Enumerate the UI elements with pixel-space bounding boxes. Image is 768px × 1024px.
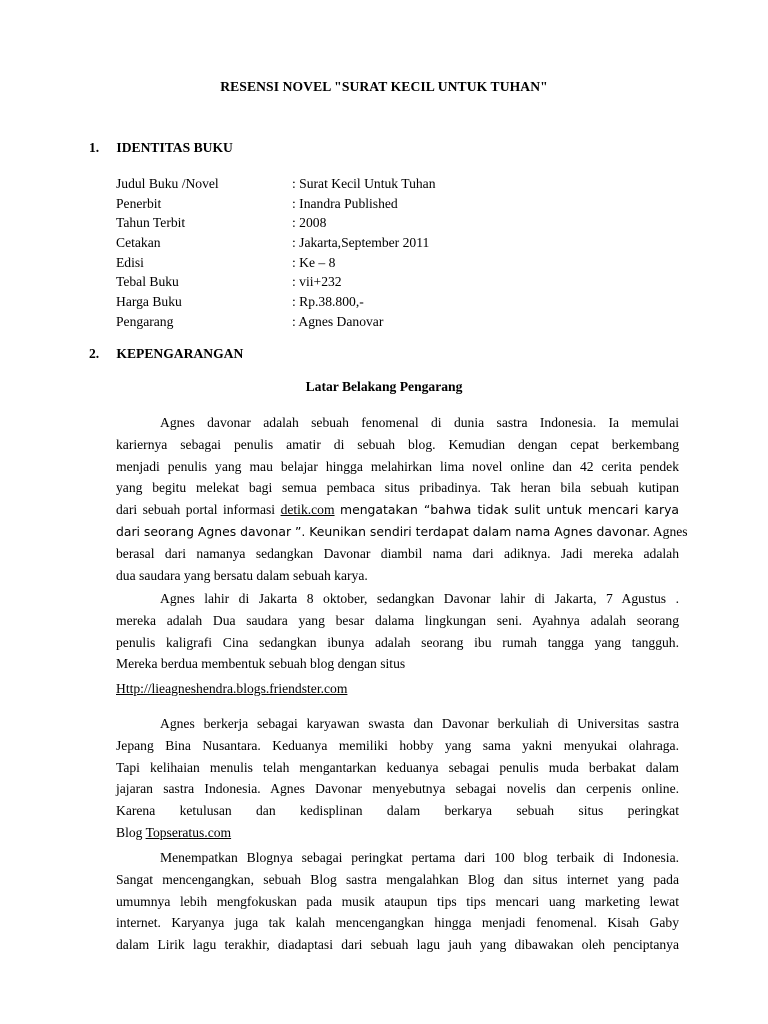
identity-value: : 2008 (292, 215, 327, 231)
identity-row (116, 233, 436, 253)
text-line: berasal dari namanya sedangkan Davonar diambil nama dari adiknya. Jadi mereka adalah (116, 545, 679, 561)
page-title: RESENSI NOVEL "SURAT KECIL UNTUK TUHAN" (220, 79, 548, 94)
text-line: jajaran sastra Indonesia. Agnes Davonar menyebutnya sebagai novelis dan cerpenis online. (116, 781, 679, 797)
identity-value: : vii+232 (292, 274, 342, 290)
text-line: Agnes davonar adalah sebuah fenomenal di dunia sastra Indonesia. Ia memulai (160, 415, 679, 430)
text-line: Menempatkan Blognya sebagai peringkat pertama dari 100 blog terbaik di Indonesia. (160, 850, 679, 865)
identity-label: Penerbit (116, 195, 162, 211)
identity-row (116, 174, 436, 194)
identity-label: Tahun Terbit (116, 215, 186, 231)
identity-row (116, 213, 436, 233)
text-segment: mengatakan “bahwa tidak sulit untuk mencari karya (340, 502, 679, 518)
topseratus-link[interactable]: Topseratus.com (145, 824, 232, 840)
identity-value: : Jakarta,September 2011 (292, 235, 430, 251)
identity-value: : Ke – 8 (292, 254, 336, 270)
identity-label: Harga Buku (116, 294, 182, 310)
text-line: Jepang Bina Nusantara. Keduanya memiliki hobby yang sama yakni menyukai olahraga. (116, 737, 679, 753)
paragraph-4 (116, 847, 679, 956)
identity-value: : Agnes Danovar (292, 313, 384, 329)
identity-value: : Rp.38.800,- (292, 294, 364, 310)
text-segment: dari sebuah portal informasi (116, 502, 276, 518)
text-line: kariernya sebagai penulis amatir di sebuah blog. Kemudian dengan cepat berkembang (116, 436, 679, 452)
section-heading-identitas (89, 140, 233, 156)
paragraph-3 (116, 713, 679, 844)
blog-url-link[interactable]: Http://lieagneshendra.blogs.friendster.com (116, 681, 348, 696)
identity-label: Cetakan (116, 235, 161, 251)
identity-value: : Surat Kecil Untuk Tuhan (292, 176, 436, 191)
section-number: 2. (89, 346, 100, 361)
text-segment: Agnes (652, 523, 688, 539)
paragraph-1 (116, 412, 688, 586)
text-line: penulis kaligrafi Cina sedangkan ibunya adalah seorang ibu rumah tangga yang tangguh. (116, 634, 679, 650)
text-line: menjadi penulis yang mau belajar hingga melahirkan lima novel online dan 42 cerita pendek (116, 458, 679, 474)
section-title: IDENTITAS BUKU (116, 140, 233, 155)
identity-row (116, 194, 436, 214)
section-number: 1. (89, 140, 100, 155)
text-line: yang begitu melekat bagi semua pembaca situs pribadinya. Tak heran bila sebuah kutipan (116, 480, 679, 496)
identity-row (116, 253, 436, 273)
text-segment: dari seorang Agnes davonar ”. Keunikan sendiri terdapat dalam nama Agnes davonar. (116, 523, 651, 539)
detik-link[interactable]: detik.com (280, 502, 335, 518)
text-line: Agnes lahir di Jakarta 8 oktober, sedangkan Davonar lahir di Jakarta, 7 Agustus . (160, 591, 679, 606)
identity-row (116, 312, 436, 332)
identity-row (116, 272, 436, 292)
identity-value: : Inandra Published (292, 195, 398, 211)
text-line: umumnya lebih mengfokuskan pada musik ataupun tips tips mencari uang marketing lewat (116, 893, 679, 909)
text-line: dalam Lirik lagu terakhir, diadaptasi dari sebuah lagu jauh yang dibawakan oleh penciptanya (116, 937, 679, 953)
text-line: Karena ketulusan dan kedisplinan dalam berkarya sebuah situs peringkat (116, 803, 679, 819)
text-segment: Blog (116, 824, 143, 840)
text-line: dua saudara yang bersatu dalam sebuah karya. (116, 567, 368, 583)
identity-label: Judul Buku /Novel (116, 176, 219, 191)
identity-label: Edisi (116, 254, 144, 270)
text-line (116, 822, 679, 844)
identity-label: Tebal Buku (116, 274, 179, 290)
text-line: Mereka berdua membentuk sebuah blog dengan situs (116, 656, 406, 672)
section-title: KEPENGARANGAN (116, 346, 244, 361)
text-line (116, 521, 688, 543)
subheading: Latar Belakang Pengarang (305, 379, 463, 394)
text-line: Agnes berkerja sebagai karyawan swasta dan Davonar berkuliah di Universitas sastra (160, 716, 679, 731)
text-line: internet. Karyanya juga tak kalah mencengangkan hingga menjadi fenomenal. Kisah Gaby (116, 915, 679, 931)
book-identity-table (116, 174, 436, 332)
paragraph-2 (116, 588, 679, 675)
text-line: Tapi kelihaian menulis telah mengantarkan keduanya sebagai penulis muda berbakat dalam (116, 759, 679, 775)
text-line: Sangat mencengangkan, sebuah Blog sastra mengalahkan Blog dan situs internet yang pada (116, 871, 679, 887)
section-heading-kepengarangan (89, 346, 243, 362)
text-line: mereka adalah Dua saudara yang besar dalama lingkungan seni. Ayahnya adalah seorang (116, 612, 679, 628)
text-line (116, 499, 679, 521)
identity-label: Pengarang (116, 313, 174, 329)
identity-row (116, 292, 436, 312)
